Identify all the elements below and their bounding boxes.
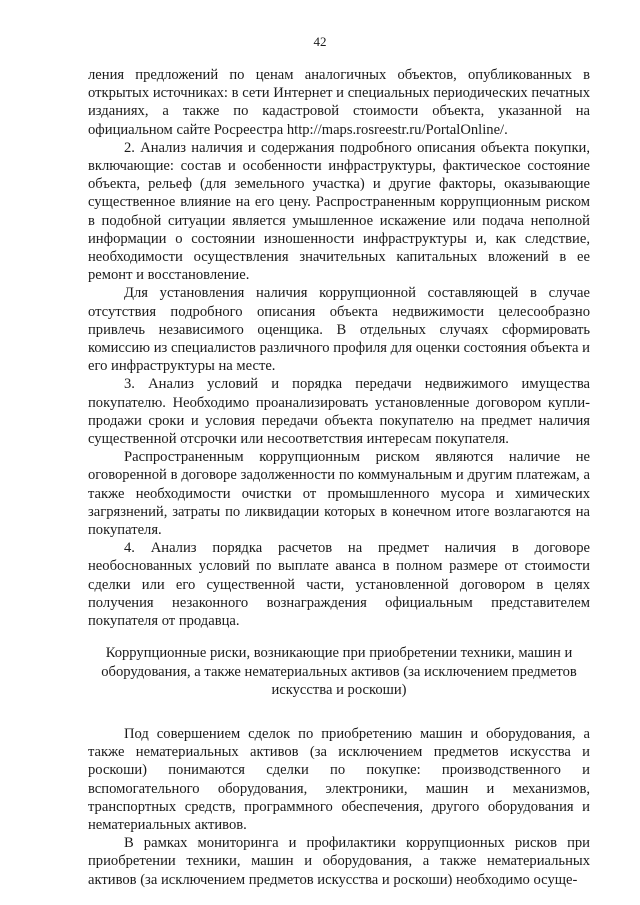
paragraph-independent-appraiser: Для установления наличия коррупционной составляющей в случае отсутствия подробного описания объекта недвижимости целесообразно привлечь независимого оценщика. В отдельных случаях сформировать комиссию из специалистов различного профиля для оценки состояния объекта и его инфраструктуры на месте. <box>88 285 590 375</box>
paragraph-item-4: 4. Анализ порядка расчетов на предмет наличия в договоре необоснованных условий по выплате аванса в полном размере от стоимости сделки или его существенной части, установленной договором в целях получения незаконного вознаграждения официальным представителем покупателя от продавца. <box>88 540 590 630</box>
paragraph-definition: Под совершением сделок по приобретению машин и оборудования, а также нематериальных активов (за исключением предметов искусства и роскоши) понимаются сделки по покупке: производственного и вспомогательного оборудования, электроники, машин и механизмов, транспортных средств, программного обеспечения, другого оборудования и нематериальных активов. <box>88 725 590 833</box>
paragraph-continuation: ления предложений по ценам аналогичных объектов, опубликованных в открытых источниках: в сети Интернет и специальных периодических печатных изданиях, а также по кадастровой стоимости объекта, указанной на официальном сайте Росреестра http://maps.rosreestr.ru/PortalOnline/. <box>88 67 590 138</box>
page-body <box>88 66 590 889</box>
paragraph-item-3: 3. Анализ условий и порядка передачи недвижимого имущества покупателю. Необходимо проанализировать установленные договором купли-продажи сроки и условия передачи объекта покупателю на предмет наличия существенной отсрочки или несоответствия интересам покупателя. <box>88 376 590 448</box>
page-number: 42 <box>313 34 327 49</box>
paragraph-monitoring: В рамках мониторинга и профилактики коррупционных рисков при приобретении техники, машин и оборудования, а также нематериальных активов (за исключением предметов искусства и роскоши) необходимо осуще- <box>88 835 590 888</box>
paragraph-common-risk: Распространенным коррупционным риском являются наличие не оговоренной в договоре задолженности по коммунальным и другим платежам, а также необходимости очистки от промышленного мусора и химических загрязнений, затраты по ликвидации которых в конечном итоге возлагаются на покупателя. <box>88 449 590 539</box>
paragraph-item-2: 2. Анализ наличия и содержания подробного описания объекта покупки, включающие: состав и особенности инфраструктуры, фактическое состояние объекта, рельеф (для земельного участка) и другие факторы, оказывающие существенное влияние на его цену. Распространенным коррупционным риском в подобной ситуации является умышленное искажение или подача неполной информации о состоянии изношенности инфраструктуры и, как следствие, необходимости осуществления значительных капитальных вложений в ее ремонт и восстановление. <box>88 139 590 284</box>
section-heading: Коррупционные риски, возникающие при приобретении техники, машин и оборудования, а также нематериальных активов (за исключением предметов искусства и роскоши) <box>101 645 577 698</box>
